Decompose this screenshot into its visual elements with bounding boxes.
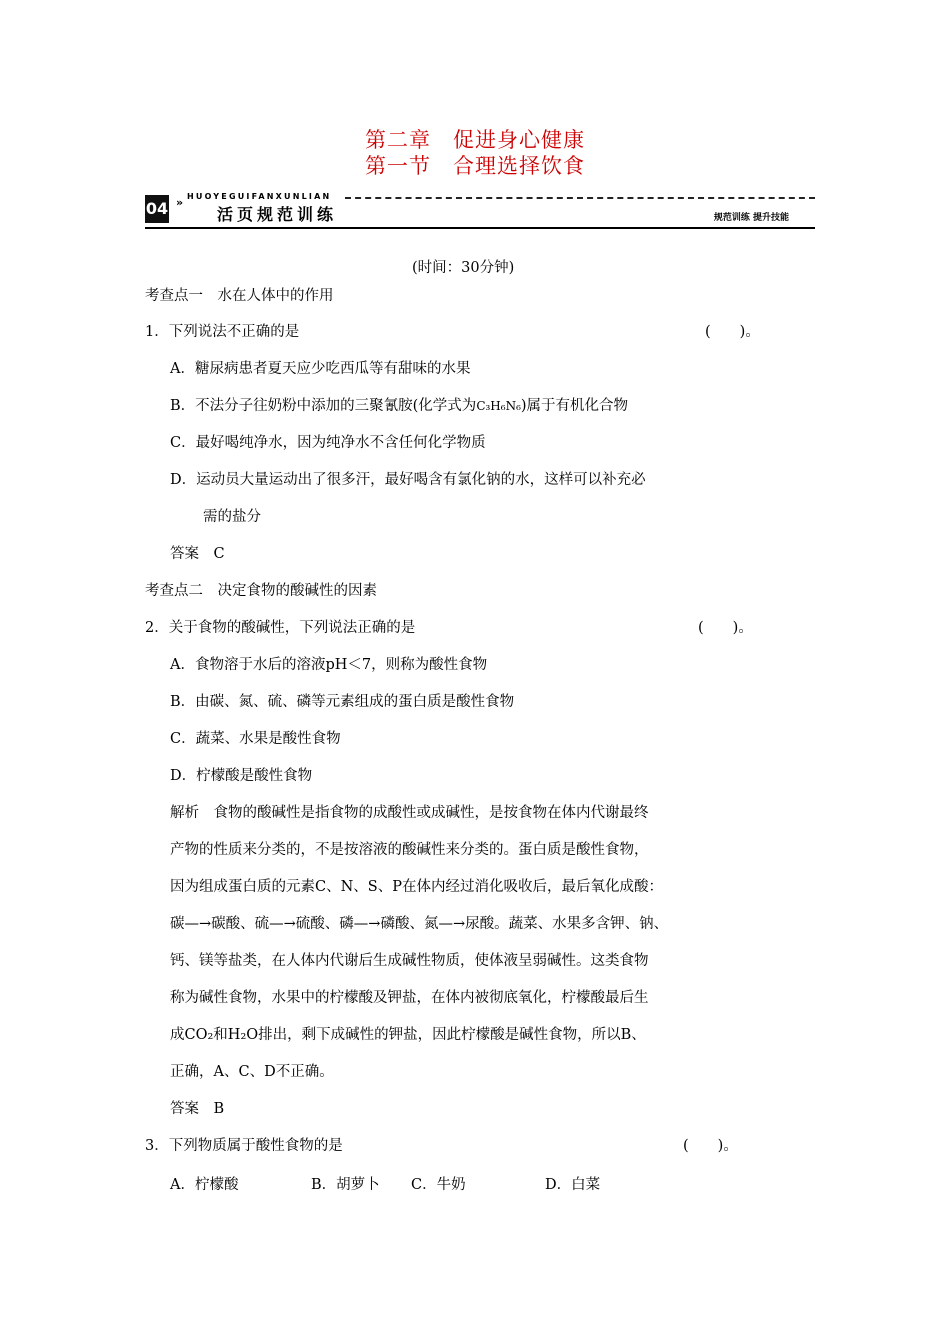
question-2-option-b: B．由碳、氮、硫、磷等元素组成的蛋白质是酸性食物 bbox=[170, 694, 515, 710]
chemical-formula: C₃H₆N₆ bbox=[476, 399, 521, 413]
analysis-line: 正确，A、C、D不正确。 bbox=[170, 1064, 334, 1080]
analysis-line: 解析 食物的酸碱性是指食物的成酸性或成碱性，是按食物在体内代谢最终 bbox=[170, 805, 649, 821]
chapter-title: 第二章 促进身心健康 bbox=[365, 128, 585, 152]
analysis-line: 因为组成蛋白质的元素C、N、S、P在体内经过消化吸收后，最后氧化成酸： bbox=[170, 879, 663, 895]
question-2-stem: 2．关于食物的酸碱性，下列说法正确的是 bbox=[145, 620, 416, 636]
question-1-option-b bbox=[170, 396, 628, 416]
question-1-answer: 答案 C bbox=[170, 546, 225, 562]
question-2-answer: 答案 B bbox=[170, 1101, 225, 1117]
analysis-line: 称为碱性食物，水果中的柠檬酸及钾盐，在体内被彻底氧化，柠檬酸最后生 bbox=[170, 990, 649, 1006]
double-arrow-icon: » bbox=[176, 196, 184, 209]
option-b-prefix: B．不法分子往奶粉中添加的三聚氰胺(化学式为 bbox=[170, 398, 477, 414]
section-heading-1: 考查点一 水在人体中的作用 bbox=[145, 288, 334, 304]
banner-name: 活页规范训练 bbox=[217, 205, 338, 224]
question-3-stem: 3．下列物质属于酸性食物的是 bbox=[145, 1138, 343, 1154]
analysis-line: 产物的性质来分类的，不是按溶液的酸碱性来分类的。蛋白质是酸性食物， bbox=[170, 842, 649, 858]
option-b-suffix: )属于有机化合物 bbox=[520, 398, 629, 414]
question-1-option-d: D．运动员大量运动出了很多汗，最好喝含有氯化钠的水，这样可以补充必 bbox=[170, 472, 646, 488]
analysis-line: 钙、镁等盐类，在人体内代谢后生成碱性物质，使体液呈弱碱性。这类食物 bbox=[170, 953, 649, 969]
question-2-bracket: ( )。 bbox=[698, 620, 753, 636]
analysis-line: 成CO₂和H₂O排出，剩下成碱性的钾盐，因此柠檬酸是碱性食物，所以B、 bbox=[170, 1027, 646, 1043]
question-1-option-c: C．最好喝纯净水，因为纯净水不含任何化学物质 bbox=[170, 435, 486, 451]
banner-dashed-rule bbox=[345, 197, 815, 199]
section-heading-2: 考查点二 决定食物的酸碱性的因素 bbox=[145, 583, 377, 599]
banner-rule bbox=[145, 227, 815, 229]
question-1-option-d-cont: 需的盐分 bbox=[203, 509, 261, 525]
question-3-option-d: D．白菜 bbox=[545, 1177, 601, 1193]
question-3-option-a: A．柠檬酸 bbox=[170, 1177, 239, 1193]
banner-number: 04 bbox=[145, 195, 169, 223]
time-limit: (时间：30分钟) bbox=[412, 260, 515, 276]
training-banner bbox=[145, 188, 815, 230]
section-title: 第一节 合理选择饮食 bbox=[365, 154, 585, 178]
question-3-option-c: C．牛奶 bbox=[411, 1177, 466, 1193]
question-2-option-a: A．食物溶于水后的溶液pH＜7，则称为酸性食物 bbox=[170, 657, 488, 673]
question-1-stem: 1．下列说法不正确的是 bbox=[145, 324, 300, 340]
question-2-option-c: C．蔬菜、水果是酸性食物 bbox=[170, 731, 341, 747]
question-3-bracket: ( )。 bbox=[683, 1138, 738, 1154]
analysis-line: 碳—→碳酸、硫—→硫酸、磷—→磷酸、氮—→尿酸。蔬菜、水果多含钾、钠、 bbox=[170, 916, 669, 932]
banner-slogan: 规范训练 提升技能 bbox=[713, 213, 789, 223]
question-3-option-b: B．胡萝卜 bbox=[311, 1177, 380, 1193]
question-1-bracket: ( )。 bbox=[705, 324, 760, 340]
banner-pinyin: HUOYEGUIFANXUNLIAN bbox=[187, 192, 332, 201]
question-2-option-d: D．柠檬酸是酸性食物 bbox=[170, 768, 313, 784]
question-1-option-a: A．糖尿病患者夏天应少吃西瓜等有甜味的水果 bbox=[170, 361, 471, 377]
